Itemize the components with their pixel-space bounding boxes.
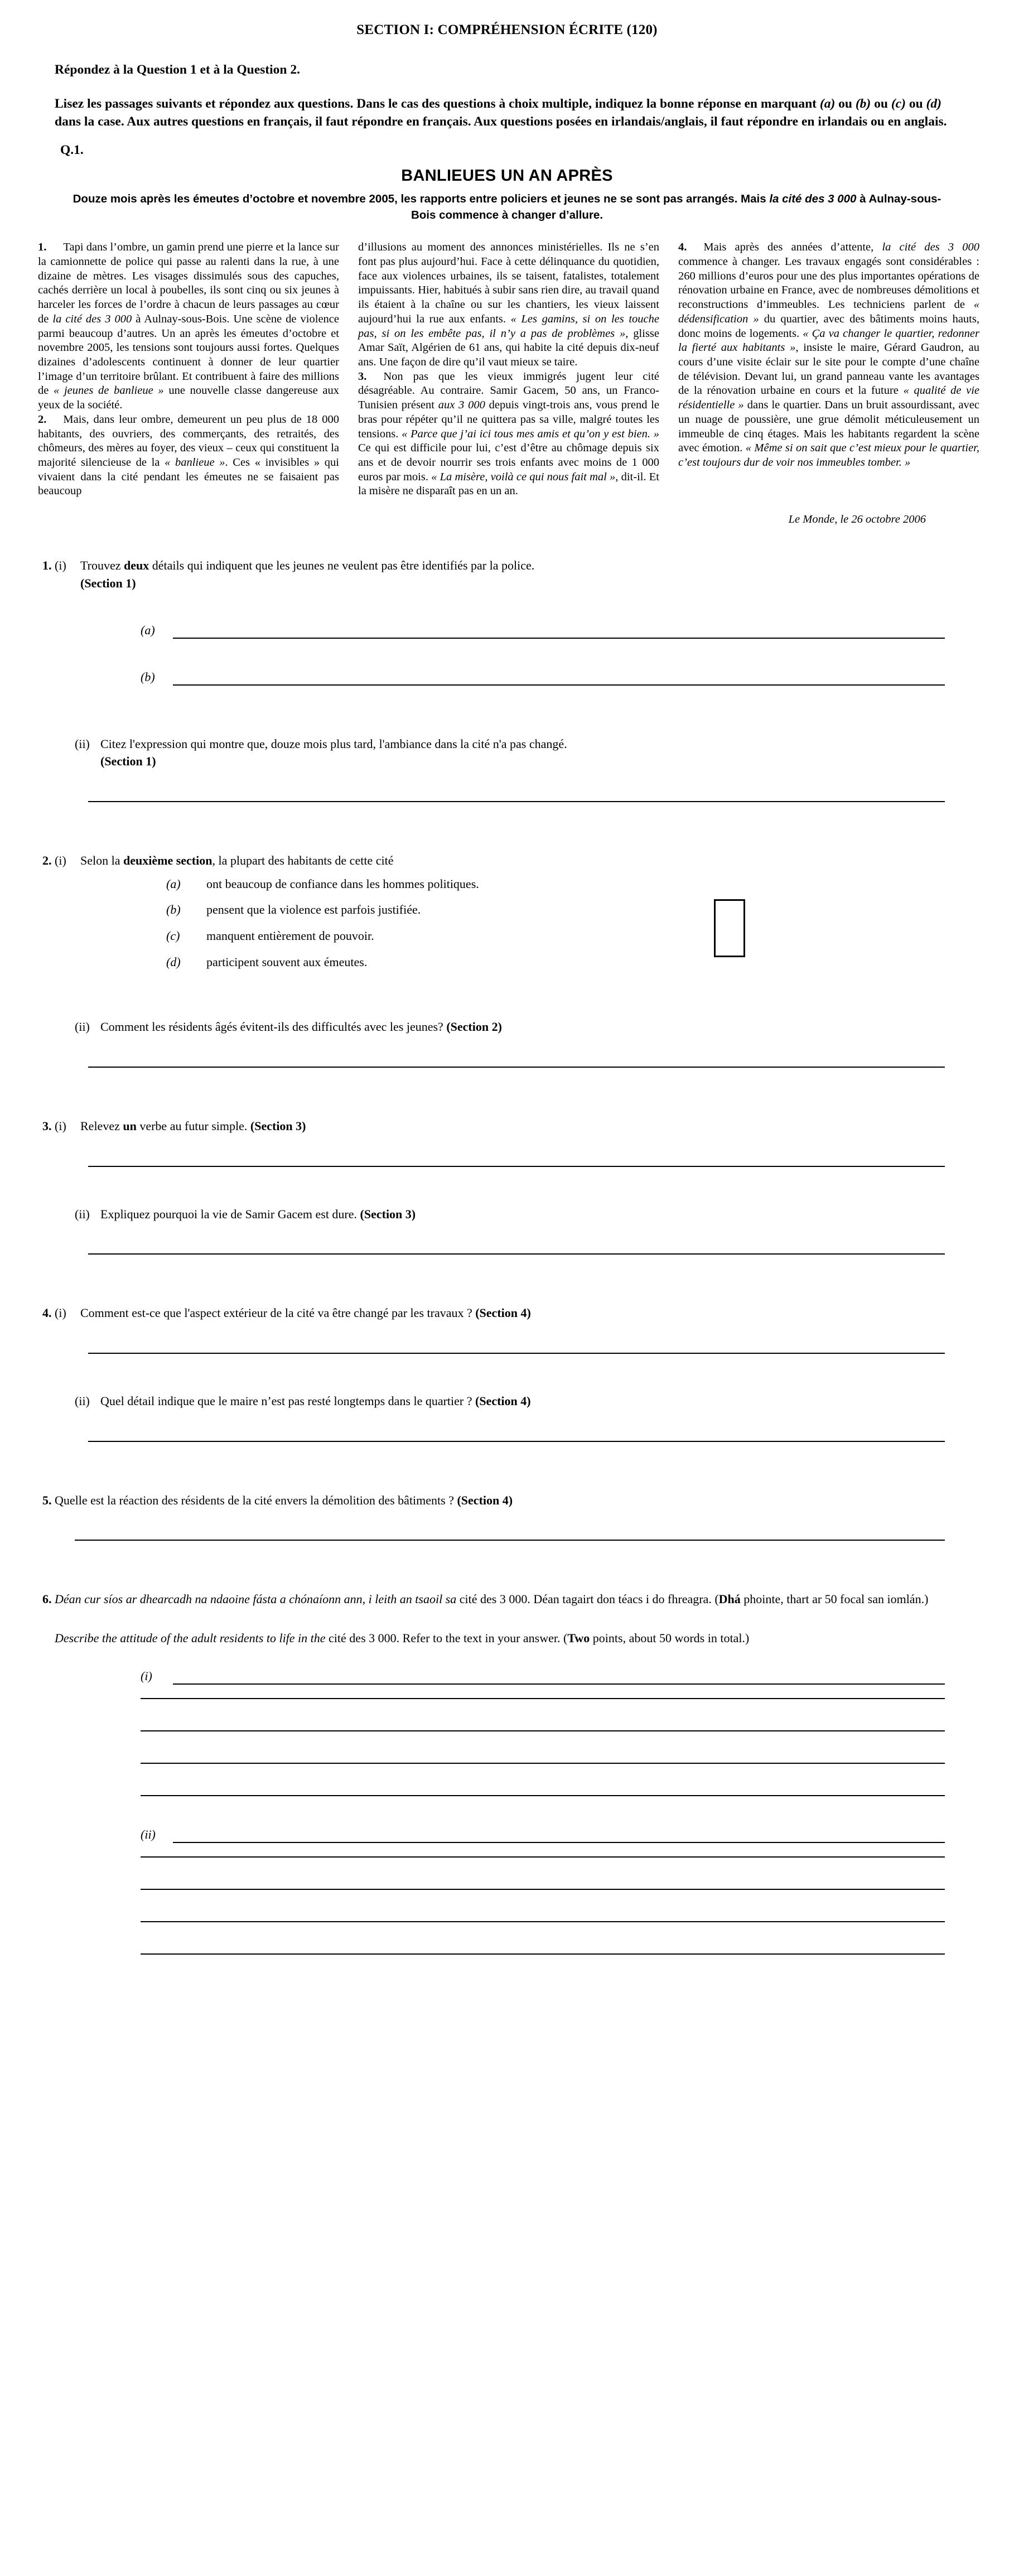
p4-italic-qualite-de-vie: « qualité de vie résidentielle » bbox=[678, 384, 979, 412]
mcq-marker-b: (b) bbox=[166, 903, 181, 917]
article-source: Le Monde, le 26 octobre 2006 bbox=[788, 513, 926, 526]
article-columns bbox=[38, 240, 981, 499]
answer-line-3ii[interactable] bbox=[88, 1253, 945, 1255]
answer-letter-b: (b) bbox=[141, 669, 155, 684]
question-1-part-i-roman: (i) bbox=[55, 558, 66, 573]
question-2-options bbox=[166, 876, 979, 971]
question-4-part-i-text bbox=[80, 1305, 979, 1321]
p1-italic-jeunes-de-banlieue: « jeunes de banlieue » bbox=[54, 384, 164, 397]
option-marker-a: (a) bbox=[819, 97, 836, 112]
article-paragraph-3 bbox=[358, 370, 659, 499]
question-4-ii-answer-wrap bbox=[88, 1441, 945, 1442]
mcq-option-c[interactable] bbox=[166, 928, 979, 944]
answer-line-1ii[interactable] bbox=[88, 801, 945, 802]
p2-text-b: . Ces « invisibles » qui vivaient dans la cité pendant les émeutes ne se faisaient pas beaucoup bbox=[38, 456, 339, 498]
q6-part-i-label: (i) bbox=[141, 1668, 152, 1683]
q2ii-text: Comment les résidents âgés évitent-ils des difficultés avec les jeunes? bbox=[100, 1020, 447, 1034]
question-2-part-ii-roman: (ii) bbox=[75, 1020, 90, 1034]
q1i-section-ref: (Section 1) bbox=[80, 576, 136, 590]
mcq-option-a[interactable] bbox=[166, 876, 979, 893]
q1i-bold-deux: deux bbox=[124, 558, 149, 573]
instruction-2-part-b: dans la case. Aux autres questions en français, il faut répondre en français. Aux questions posées en irlandais/anglais, il faut répondre en irlandais ou en anglais. bbox=[55, 114, 947, 129]
question-3 bbox=[35, 1118, 979, 1255]
question-3-part-i-roman: (i) bbox=[55, 1119, 66, 1133]
paragraph-number-1: 1. bbox=[38, 241, 47, 254]
question-6-number: 6. bbox=[42, 1592, 52, 1607]
p2c-text-b: , glisse Amar Saït, Algérien de 61 ans, qui habite la cité depuis dix-neuf ans. Une façon de dire qu’il vaut mieux se taire. bbox=[358, 327, 659, 368]
q6ii-line-5-wrap bbox=[141, 1953, 945, 1955]
question-group-label: Q.1. bbox=[60, 142, 84, 157]
question-6-irish-text bbox=[55, 1591, 979, 1608]
p3-italic-quote-amis: « Parce que j’ai ici tous mes amis et qu’on y est bien. » bbox=[402, 427, 659, 440]
question-3-part-i bbox=[35, 1118, 979, 1135]
q3ii-text: Expliquez pourquoi la vie de Samir Gacem est dure. bbox=[100, 1207, 360, 1221]
question-5 bbox=[35, 1492, 979, 1541]
p4-italic-quote-fierte: « Ça va changer le quartier, redonner la fierté aux habitants » bbox=[678, 327, 979, 354]
p4-text-e: dans le quartier. Dans un bruit assourdissant, avec un nuage de poussière, une grue démolit méticuleusement un immeuble de cinq étages. Mais les habitants regardent la scène avec émotion. bbox=[678, 399, 979, 455]
standfirst-italic-phrase: la cité des 3 000 bbox=[769, 192, 857, 205]
answer-line-6ii-5[interactable] bbox=[141, 1953, 945, 1955]
question-5-number: 5. bbox=[42, 1493, 52, 1507]
standfirst-part-b: à Aulnay-sous-Bois commence à changer d’allure. bbox=[411, 192, 941, 222]
p3-text-c: Ce qui est difficile pour lui, c’est d’être au chômage depuis six ans et de devoir nourrir ses trois enfants avec moins de 1 000 euros par mois. bbox=[358, 442, 659, 483]
q3i-text-a: Relevez bbox=[80, 1119, 123, 1133]
instruction-answer-questions bbox=[35, 61, 979, 79]
p2-italic-banlieue: « banlieue » bbox=[165, 456, 225, 469]
article-title: BANLIEUES UN AN APRÈS bbox=[401, 166, 613, 185]
q4i-section-ref: (Section 4) bbox=[475, 1306, 531, 1320]
question-4-number: 4. bbox=[42, 1306, 52, 1320]
instruction-2-sep-3: ou bbox=[905, 97, 926, 112]
mcq-label-c: manquent entièrement de pouvoir. bbox=[206, 928, 374, 943]
question-4-part-ii bbox=[35, 1393, 979, 1410]
p4-text-d: , insiste le maire, Gérard Gaudron, au cours d’une visite éclair sur le site pour le compte d’une chaîne de télévision. Devant lui, un grand panneau vante les avantages de la rénovation urbaine en cours et la future bbox=[678, 341, 979, 397]
question-4-part-ii-roman: (ii) bbox=[75, 1394, 90, 1408]
question-6-irish-row bbox=[35, 1591, 979, 1608]
p4-text-a: Mais après des années d’attente, bbox=[703, 241, 882, 254]
p3-text-a: Non pas que les vieux immigrés jugent leur cité désagréable. Au contraire. Samir Gacem, 50 ans, un Franco-Tunisien présent bbox=[358, 370, 659, 412]
mcq-marker-a: (a) bbox=[166, 876, 181, 891]
article-column-2 bbox=[358, 240, 659, 499]
standfirst-part-a: Douze mois après les émeutes d’octobre et novembre 2005, les rapports entre policiers et jeunes ne se sont pas arrangés. Mais bbox=[73, 192, 770, 205]
q4ii-text: Quel détail indique que le maire n’est pas resté longtemps dans le quartier ? bbox=[100, 1394, 475, 1408]
article-paragraph-2 bbox=[38, 413, 339, 499]
p4-italic-dedensification: « dédensification » bbox=[678, 298, 979, 325]
answer-line-1b[interactable] bbox=[173, 670, 945, 686]
question-2 bbox=[35, 852, 979, 1068]
question-1-part-ii-roman: (ii) bbox=[75, 736, 90, 751]
q4ii-section-ref: (Section 4) bbox=[475, 1394, 531, 1408]
article-paragraph-1 bbox=[38, 240, 339, 413]
question-3-part-ii-roman: (ii) bbox=[75, 1207, 90, 1221]
p3-italic-quote-misere: « La misère, voilà ce qui nous fait mal » bbox=[431, 470, 616, 483]
page-title: SECTION I: COMPRÉHENSION ÉCRITE (120) bbox=[356, 22, 658, 37]
q1i-text-b: détails qui indiquent que les jeunes ne veulent pas être identifiés par la police. bbox=[149, 558, 535, 573]
q3ii-section-ref: (Section 3) bbox=[360, 1207, 416, 1221]
answer-letter-a: (a) bbox=[141, 623, 155, 637]
q2i-text-b: , la plupart des habitants de cette cité bbox=[212, 853, 394, 867]
answer-line-4ii[interactable] bbox=[88, 1441, 945, 1442]
question-5-answer-wrap bbox=[75, 1540, 945, 1541]
instruction-reading-directions bbox=[35, 95, 979, 131]
p4-italic-cite-3000: la cité des 3 000 bbox=[882, 241, 979, 254]
question-6-english-row bbox=[35, 1630, 979, 1647]
question-2-part-ii bbox=[35, 1019, 979, 1035]
instruction-2-sep-1: ou bbox=[835, 97, 856, 112]
article-column-3 bbox=[678, 240, 979, 499]
p4-italic-quote-immeubles: « Même si on sait que c’est mieux pour le quartier, c’est toujours dur de voir nos immeubles tomber. » bbox=[678, 442, 980, 469]
q2ii-section-ref: (Section 2) bbox=[446, 1020, 502, 1034]
q6-irish-text-c: phointe, thart ar 50 focal san iomlán.) bbox=[740, 1592, 929, 1607]
question-4-part-i-roman: (i) bbox=[55, 1306, 66, 1320]
questions-section bbox=[35, 557, 979, 1955]
question-2-part-i-text bbox=[80, 852, 979, 869]
mcq-option-d[interactable] bbox=[166, 954, 979, 971]
article-column-1 bbox=[38, 240, 339, 499]
mcq-answer-box[interactable] bbox=[714, 899, 745, 957]
q2i-text-a: Selon la bbox=[80, 853, 123, 867]
question-1-answer-b[interactable] bbox=[141, 670, 945, 686]
p2-text-a: Mais, dans leur ombre, demeurent un peu plus de 18 000 habitants, des ouvriers, des commerçants, des retraités, des chômeurs, des mères au foyer, des vieux – ceux qui constituent la majorité silencieuse de la bbox=[38, 413, 339, 469]
q3i-bold-un: un bbox=[123, 1119, 137, 1133]
question-6 bbox=[35, 1591, 979, 1954]
question-5-text bbox=[55, 1492, 979, 1509]
mcq-label-a: ont beaucoup de confiance dans les hommes politiques. bbox=[206, 876, 479, 891]
paragraph-number-3: 3. bbox=[358, 370, 367, 383]
q1ii-section-ref: (Section 1) bbox=[100, 754, 156, 769]
paragraph-number-4: 4. bbox=[678, 241, 687, 254]
question-6-answer-ii[interactable] bbox=[141, 1827, 945, 1843]
mcq-label-b: pensent que la violence est parfois justifiée. bbox=[206, 903, 421, 917]
question-1-part-i-text bbox=[80, 557, 979, 591]
question-1-part-i bbox=[35, 557, 979, 591]
option-marker-d: (d) bbox=[926, 97, 941, 112]
p3-text-b: depuis vingt-trois ans, vous prend le bras pour répéter qu’il ne quittera pas sa ville, malgré toutes les tensions. bbox=[358, 399, 659, 440]
question-3-number: 3. bbox=[42, 1119, 52, 1133]
p3-text-d: , dit-il. Et la misère ne disparaît pas en un an. bbox=[358, 470, 659, 498]
q6-part-ii-label: (ii) bbox=[141, 1827, 156, 1841]
mcq-marker-c: (c) bbox=[166, 928, 180, 943]
question-1 bbox=[35, 557, 979, 802]
p3-italic-aux-3000: aux 3 000 bbox=[438, 399, 485, 412]
question-1-part-ii bbox=[35, 736, 979, 770]
question-2-number: 2. bbox=[42, 853, 52, 867]
question-6-answer-i[interactable] bbox=[141, 1669, 945, 1685]
p4-text-b: commence à changer. Les travaux engagés sont considérables : 260 millions d’euros pour une des plus importantes opérations de rénovation urbaine en France, avec de nombreuses démolitions et reconstructions d’immeubles. Les techniciens parlent de bbox=[678, 255, 979, 311]
q3i-text-b: verbe au futur simple. bbox=[136, 1119, 250, 1133]
article-paragraph-4 bbox=[678, 240, 979, 470]
p1-text-a: Tapi dans l’ombre, un gamin prend une pierre et la lance sur la camionnette de police qui passe au ralenti dans la rue, à une dizaine de mètres. Les visages dissimulés sous des capuches, cachés derrière un local à poubelles, ils sont cinq ou six jeunes à harceler les forces de l’ordre à chacun de leurs passages au cœur de bbox=[38, 241, 339, 325]
question-2-part-i bbox=[35, 852, 979, 869]
question-4-part-i bbox=[35, 1305, 979, 1321]
p2c-text-a: d’illusions au moment des annonces ministérielles. Ils ne s’en font pas plus aujourd’hui. Face à cette délinquance du quotidien, face aux violences urbaines, ils se taisent, fatalistes, totalement impuissants. Hier, habitués à subir sans rien dire, au travail quand ils étaient à la chaîne ou sur les chantiers, les vieux laissent aujourd’hui la rue aux enfants. bbox=[358, 241, 659, 325]
question-5-row bbox=[35, 1492, 979, 1509]
instruction-1-text: Répondez à la Question 1 et à la Question 2. bbox=[55, 62, 300, 77]
question-3-part-i-text bbox=[80, 1118, 979, 1135]
q2i-bold-deuxieme-section: deuxième section bbox=[123, 853, 213, 867]
q3i-section-ref: (Section 3) bbox=[250, 1119, 306, 1133]
answer-line-6i-1[interactable] bbox=[173, 1669, 945, 1685]
q4i-text: Comment est-ce que l'aspect extérieur de la cité va être changé par les travaux ? bbox=[80, 1306, 476, 1320]
q6-english-text-a: Describe the attitude of the adult residents to life in the bbox=[55, 1631, 329, 1646]
p1-text-b: à Aulnay-sous-Bois. Une scène de violence parmi beaucoup d’autres. Un an après les émeutes d’octobre et novembre 2005, les tensions sont toujours aussi fortes. Quelques dizaines d’adolescents continuent à donner de leur quartier l’image d’un territoire brûlant. Et contribuent à faire des millions de bbox=[38, 312, 339, 397]
p4-text-c: du quartier, avec des bâtiments moins hauts, donc moins de logements. bbox=[678, 312, 979, 340]
option-marker-b: (b) bbox=[855, 97, 871, 112]
mcq-option-b[interactable] bbox=[166, 901, 979, 918]
question-1-number: 1. bbox=[42, 558, 52, 573]
q6-english-text-c: points, about 50 words in total.) bbox=[590, 1631, 750, 1646]
article-standfirst bbox=[61, 191, 953, 224]
option-marker-c: (c) bbox=[891, 97, 906, 112]
question-4 bbox=[35, 1305, 979, 1441]
question-6-english-text bbox=[55, 1630, 979, 1647]
question-4-part-ii-text bbox=[100, 1393, 979, 1410]
question-1-answer-a[interactable] bbox=[141, 623, 945, 639]
answer-line-1a[interactable] bbox=[173, 623, 945, 639]
question-2-part-i-roman: (i) bbox=[55, 853, 66, 867]
question-3-ii-answer-wrap bbox=[88, 1253, 945, 1255]
q1ii-text: Citez l'expression qui montre que, douze mois plus tard, l'ambiance dans la cité n'a pas changé. bbox=[100, 736, 567, 751]
paragraph-number-2: 2. bbox=[38, 413, 47, 426]
q6-english-text-b: . Refer to the text in your answer. ( bbox=[396, 1631, 568, 1646]
q6-irish-cite: cité des 3 000 bbox=[459, 1592, 528, 1607]
mcq-label-d: participent souvent aux émeutes. bbox=[206, 954, 368, 969]
question-3-part-ii-text bbox=[100, 1206, 979, 1223]
q6-irish-text-a: Déan cur síos ar dhearcadh na ndaoine fásta a chónaíonn ann, i leith an tsaoil sa bbox=[55, 1592, 460, 1607]
q6-english-bold-two: Two bbox=[567, 1631, 590, 1646]
q6-english-cite: cité des 3 000 bbox=[329, 1631, 397, 1646]
instruction-2-part-a: Lisez les passages suivants et répondez aux questions. Dans le cas des questions à choix multiple, indiquez la bonne réponse en marquant bbox=[55, 97, 820, 112]
question-1-part-ii-text bbox=[100, 736, 979, 770]
instruction-2-sep-2: ou bbox=[871, 97, 891, 112]
answer-line-6ii-1[interactable] bbox=[173, 1827, 945, 1843]
q5-text: Quelle est la réaction des résidents de la cité envers la démolition des bâtiments ? bbox=[55, 1493, 457, 1507]
p1-text-c: une nouvelle classe dangereuse aux yeux de la société. bbox=[38, 384, 340, 412]
q6-irish-bold-dha: Dhá bbox=[718, 1592, 741, 1607]
question-1-ii-answer-wrap bbox=[88, 801, 945, 802]
mcq-marker-d: (d) bbox=[166, 954, 181, 969]
question-3-part-ii bbox=[35, 1206, 979, 1223]
article-paragraph-2-continued bbox=[358, 240, 659, 369]
answer-line-5[interactable] bbox=[75, 1540, 945, 1541]
answer-line-2ii[interactable] bbox=[88, 1067, 945, 1068]
q1i-text-a: Trouvez bbox=[80, 558, 124, 573]
q6-irish-text-b: . Déan tagairt don téacs i do fhreagra. ( bbox=[527, 1592, 719, 1607]
p2c-italic-quote-gamins: « Les gamins, si on les touche pas, si on les embête pas, il n’y a pas de problèmes » bbox=[358, 312, 659, 340]
question-2-part-ii-text bbox=[100, 1019, 979, 1035]
q5-section-ref: (Section 4) bbox=[457, 1493, 513, 1507]
p1-italic-cite-3000: la cité des 3 000 bbox=[52, 312, 132, 325]
question-2-ii-answer-wrap bbox=[88, 1067, 945, 1068]
